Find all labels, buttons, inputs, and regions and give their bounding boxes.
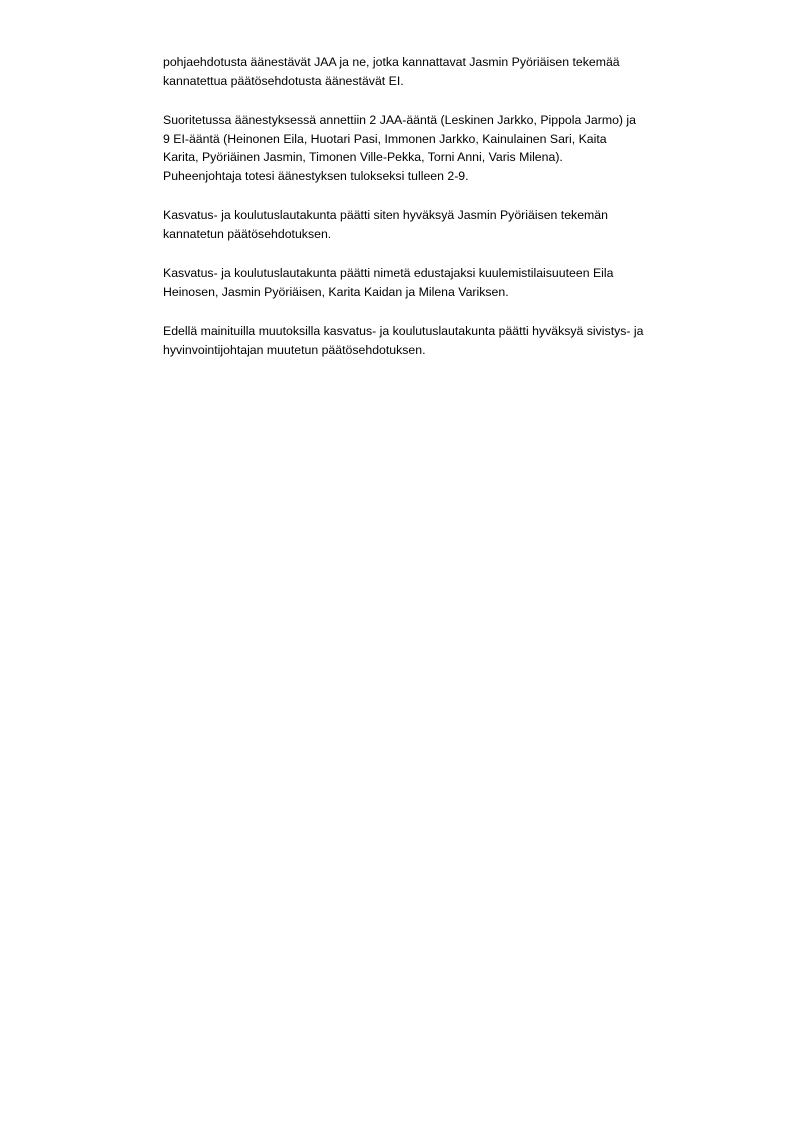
text-line: 9 EI-ääntä (Heinonen Eila, Huotari Pasi, Immonen Jarkko, Kainulainen Sari, Kaita <box>163 131 607 146</box>
paragraph-vote-instructions <box>163 53 753 90</box>
text-line: Suoritetussa äänestyksessä annettiin 2 JAA-ääntä (Leskinen Jarkko, Pippola Jarmo) ja <box>163 113 636 127</box>
paragraph-vote-result <box>163 111 753 185</box>
text-line: Edellä mainituilla muutoksilla kasvatus- ja koulutuslautakunta päätti hyväksyä sivistys- ja <box>163 324 644 338</box>
text-line: Heinosen, Jasmin Pyöriäisen, Karita Kaidan ja Milena Variksen. <box>163 284 509 299</box>
text-line: kannatetun päätösehdotuksen. <box>163 226 332 241</box>
text-line: Puheenjohtaja totesi äänestyksen tulokseksi tulleen 2-9. <box>163 168 469 183</box>
paragraph-decision-approval <box>163 206 753 243</box>
text-line: Kasvatus- ja koulutuslautakunta päätti siten hyväksyä Jasmin Pyöriäisen tekemän <box>163 208 608 222</box>
paragraph-representatives <box>163 264 753 301</box>
text-line: Kasvatus- ja koulutuslautakunta päätti nimetä edustajaksi kuulemistilaisuuteen Eila <box>163 266 614 280</box>
paragraph-final-decision <box>163 322 753 359</box>
text-line: pohjaehdotusta äänestävät JAA ja ne, jotka kannattavat Jasmin Pyöriäisen tekemää <box>163 55 620 69</box>
text-line: hyvinvointijohtajan muutetun päätösehdotuksen. <box>163 342 426 357</box>
text-line: kannatettua päätösehdotusta äänestävät EI. <box>163 73 404 88</box>
document-body <box>163 53 753 380</box>
text-line: Karita, Pyöriäinen Jasmin, Timonen Ville-Pekka, Torni Anni, Varis Milena). <box>163 150 563 164</box>
